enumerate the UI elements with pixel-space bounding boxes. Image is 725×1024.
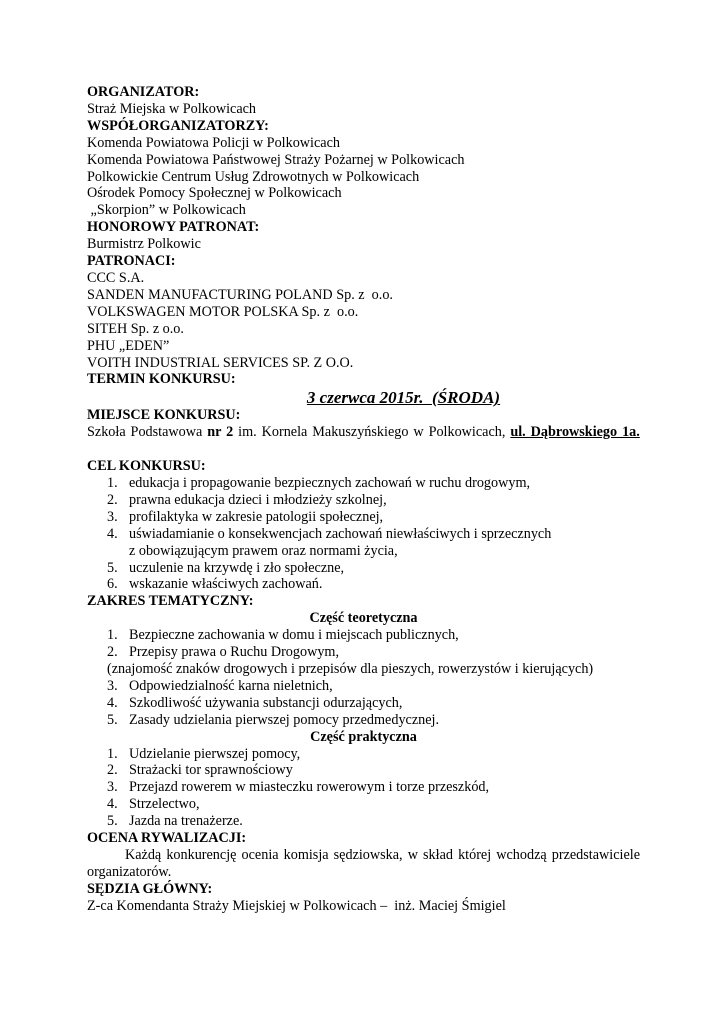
- venue-text: [87, 424, 640, 441]
- list-item: [87, 509, 640, 526]
- list-number: 5.: [107, 559, 118, 576]
- evaluation-text: Każdą konkurencję ocenia komisja sędziowska, w skład której wchodzą przedstawiciele organizatorów.: [87, 846, 640, 880]
- list-text: Zasady udzielania pierwszej pomocy przedmedycznej.: [129, 711, 440, 728]
- list-item: [87, 746, 640, 763]
- list-text: wskazanie właściwych zachowań.: [129, 576, 323, 593]
- co-organizer-item: Komenda Powiatowa Policji w Polkowicach: [87, 134, 340, 151]
- organizer-name: Straż Miejska w Polkowicach: [87, 100, 257, 117]
- patron-item: PHU „EDEN”: [87, 337, 170, 354]
- list-item: [87, 475, 640, 492]
- list-item: [87, 695, 640, 712]
- list-text-continued: z obowiązującym prawem oraz normami życia,: [129, 542, 398, 559]
- list-item: [87, 627, 640, 644]
- patron-item: VOLKSWAGEN MOTOR POLSKA Sp. z o.o.: [87, 303, 359, 320]
- venue-heading: MIEJSCE KONKURSU:: [87, 407, 241, 424]
- goal-list: [87, 475, 640, 593]
- honorary-heading: HONOROWY PATRONAT:: [87, 219, 260, 236]
- list-text: Przejazd rowerem w miasteczku rowerowym i torze przeszkód,: [129, 779, 490, 796]
- list-text: Udzielanie pierwszej pomocy,: [129, 745, 301, 762]
- list-text: Odpowiedzialność karna nieletnich,: [129, 677, 333, 694]
- patrons-heading: PATRONACI:: [87, 253, 176, 270]
- list-text: Strzelectwo,: [129, 796, 200, 813]
- list-text: Szkodliwość używania substancji odurzających,: [129, 694, 403, 711]
- list-number: 3.: [107, 508, 118, 525]
- list-number: 6.: [107, 576, 118, 593]
- list-text: uświadamianie o konsekwencjach zachowań niewłaściwych i sprzecznych: [129, 525, 552, 542]
- list-text: Strażacki tor sprawnościowy: [129, 762, 293, 779]
- evaluation-heading: OCENA RYWALIZACJI:: [87, 830, 247, 847]
- co-organizer-item: Polkowickie Centrum Usług Zdrowotnych w Polkowicach: [87, 168, 420, 185]
- venue-school-number: nr 2: [207, 424, 234, 441]
- list-number: 5.: [107, 813, 118, 830]
- venue-school-name: im. Kornela Makuszyńskiego w Polkowicach,: [233, 424, 511, 441]
- list-text: Jazda na trenażerze.: [129, 813, 243, 830]
- venue-school: Szkoła Podstawowa: [87, 424, 208, 441]
- goal-heading: CEL KONKURSU:: [87, 458, 206, 475]
- list-text: Przepisy prawa o Ruchu Drogowym,: [129, 644, 340, 661]
- theory-note: (znajomość znaków drogowych i przepisów dla pieszych, rowerzystów i kierujących): [107, 661, 594, 677]
- patron-item: SITEH Sp. z o.o.: [87, 320, 184, 337]
- list-number: 4.: [107, 796, 118, 813]
- co-organizer-item: „Skorpion” w Polkowicach: [87, 202, 246, 219]
- list-number: 5.: [107, 711, 118, 728]
- list-number: 3.: [107, 677, 118, 694]
- list-number: 2.: [107, 644, 118, 661]
- judge-heading: SĘDZIA GŁÓWNY:: [87, 880, 213, 897]
- list-item: [87, 526, 640, 560]
- list-text: Bezpieczne zachowania w domu i miejscach publicznych,: [129, 627, 459, 644]
- co-organizer-item: Ośrodek Pomocy Społecznej w Polkowicach: [87, 185, 342, 202]
- list-number: 1.: [107, 475, 118, 492]
- list-item: [87, 712, 640, 729]
- scope-heading: ZAKRES TEMATYCZNY:: [87, 593, 254, 610]
- list-text: edukacja i propagowanie bezpiecznych zachowań w ruchu drogowym,: [129, 475, 531, 492]
- list-number: 1.: [107, 745, 118, 762]
- practice-heading: Część praktyczna: [310, 728, 417, 745]
- list-text: profilaktyka w zakresie patologii społecznej,: [129, 508, 384, 525]
- term-heading: TERMIN KONKURSU:: [87, 371, 236, 388]
- theory-list-continued: [87, 678, 640, 729]
- practice-list: [87, 746, 640, 831]
- event-date: 3 czerwca 2015r. (ŚRODA): [306, 388, 501, 408]
- venue-address: ul. Dąbrowskiego 1a.: [510, 424, 640, 441]
- theory-list: [87, 627, 640, 661]
- list-item: [87, 779, 640, 796]
- list-item: [87, 796, 640, 813]
- list-text: uczulenie na krzywdę i zło społeczne,: [129, 559, 345, 576]
- list-number: 2.: [107, 491, 118, 508]
- co-organizers-heading: WSPÓŁORGANIZATORZY:: [87, 117, 269, 134]
- list-number: 4.: [107, 525, 118, 542]
- organizer-heading: ORGANIZATOR:: [87, 84, 200, 100]
- list-item: [87, 678, 640, 695]
- list-number: 3.: [107, 779, 118, 796]
- list-number: 4.: [107, 694, 118, 711]
- list-item: [87, 560, 640, 577]
- patron-item: CCC S.A.: [87, 269, 145, 286]
- list-number: 2.: [107, 762, 118, 779]
- theory-heading: Część teoretyczna: [309, 610, 418, 627]
- spacer: [87, 441, 640, 458]
- honorary-name: Burmistrz Polkowic: [87, 236, 201, 253]
- list-item: [87, 762, 640, 779]
- judge-text: Z-ca Komendanta Straży Miejskiej w Polkowicach – inż. Maciej Śmigiel: [87, 897, 506, 914]
- list-item: [87, 576, 640, 593]
- list-number: 1.: [107, 627, 118, 644]
- list-text: prawna edukacja dzieci i młodzieży szkolnej,: [129, 491, 387, 508]
- list-item: [87, 813, 640, 830]
- list-item: [87, 492, 640, 509]
- patron-item: VOITH INDUSTRIAL SERVICES SP. Z O.O.: [87, 354, 354, 371]
- list-item: [87, 644, 640, 661]
- co-organizer-item: Komenda Powiatowa Państwowej Straży Pożarnej w Polkowicach: [87, 151, 465, 168]
- patron-item: SANDEN MANUFACTURING POLAND Sp. z o.o.: [87, 286, 393, 303]
